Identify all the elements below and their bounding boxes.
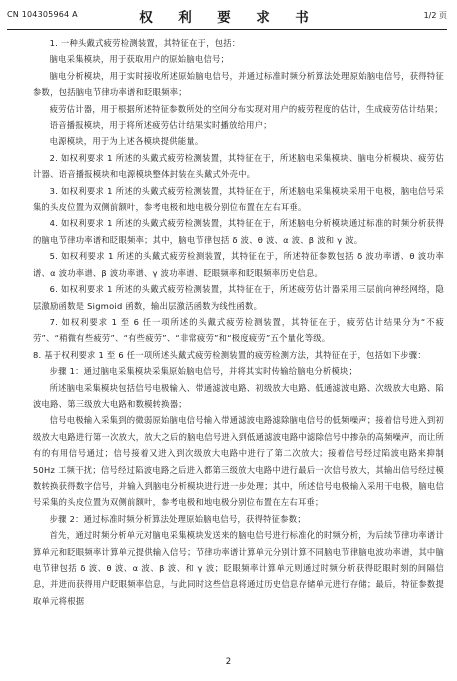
- document-title: 权 利 要 求 书: [139, 10, 315, 26]
- claim-paragraph: 2. 如权利要求 1 所述的头戴式疲劳检测装置，其特征在于，所述脑电采集模块、脑电分析模块、疲劳估计器、语音播报模块和电源模块整体封装在头戴式外壳中。: [33, 152, 444, 180]
- claim-paragraph: 疲劳估计器，用于根据所述特征参数所处的空间分布实现对用户的疲劳程度的估计，生成疲劳估计结果；: [49, 103, 443, 114]
- claim-paragraph: 步骤 2：通过标准时频分析算法处理原始脑电信号，获得特征参数；: [49, 513, 306, 524]
- claim-paragraph: 6. 如权利要求 1 所述的头戴式疲劳检测装置，其特征在于，所述疲劳估计器采用三层前向神经网络，隐层激励函数是 Sigmoid 函数，输出层激活函数为线性函数。: [33, 284, 444, 311]
- header-rule: [7, 29, 447, 30]
- claim-paragraph: 脑电采集模块，用于获取用户的原始脑电信号；: [49, 54, 230, 65]
- claim-paragraph: 1. 一种头戴式疲劳检测装置，其特征在于，包括：: [49, 38, 241, 48]
- claim-paragraph: 脑电分析模块，用于实时接收所述原始脑电信号，并通过标准时频分析算法处理原始脑电信号，获得特征参数，包括脑电节律功率谱和眨眼频率；: [33, 70, 444, 98]
- claim-paragraph: 电源模块，用于为上述各模块提供能量。: [49, 136, 204, 147]
- claims-body: [33, 35, 444, 609]
- claim-paragraph: 语音播报模块，用于将所述疲劳估计结果实时播放给用户；: [49, 120, 272, 131]
- claim-paragraph: 8. 基于权利要求 1 至 6 任一项所述头戴式疲劳检测装置的疲劳检测方法，其特征在于，包括如下步骤：: [33, 349, 426, 360]
- claim-paragraph: 5. 如权利要求 1 所述的头戴式疲劳检测装置，其特征在于，所述特征参数包括 δ 波功率谱、θ 波功率谱、α 波功率谱、β 波功率谱、γ 波功率谱、眨眼频率和眨眼频率历史信息。: [33, 251, 444, 278]
- claim-paragraph: 步骤 1：通过脑电采集模块采集原始脑电信号，并将其实时传输给脑电分析模块；: [49, 366, 358, 377]
- publication-number: CN 104305964 A: [7, 10, 78, 19]
- claim-paragraph: 7. 如权利要求 1 至 6 任一项所述的头戴式疲劳检测装置，其特征在于，疲劳估计结果分为“不疲劳”、“稍微有些疲劳”、“有些疲劳”、“非常疲劳”和“极度疲劳”五个量化等级。: [33, 316, 444, 344]
- claim-paragraph: 4. 如权利要求 1 所述的头戴式疲劳检测装置，其特征在于，所述脑电分析模块通过标准的时频分析获得的脑电节律功率谱和眨眼频率；其中，脑电节律包括 δ 波、θ 波、α 波、β 波和 γ 波。: [33, 218, 444, 245]
- claim-paragraph: 信号电极输入采集到的微弱原始脑电信号输入带通滤波电路滤除脑电信号的低频噪声；接着信号进入到初级放大电路进行第一次放大，放大之后的脑电信号进入到低通滤波电路中滤除信号中掺杂的高频噪声，而让所有的有用信号通过；信号接着又进入到次级放大电路中进行了第二次放大；接着信号经过陷波电路来抑制 50Hz 工频干扰；信号经过陷波电路之后进入都第三级放大电路中进行最后一次信号放大，其输出信号经过模数转换获得数字信号，并输入到脑电分析模块进行进一步处理；其中，所述信号电极输入采用干电极，脑电信号采集的头皮位置为双侧前额叶，参考电极和地电极分别位布置在左右耳垂；: [33, 415, 444, 508]
- page-header: [7, 6, 447, 28]
- page-indicator: 1/2 页: [423, 11, 447, 20]
- claim-paragraph: 首先，通过时频分析单元对脑电采集模块发送来的脑电信号进行标准化的时频分析，为后续节律功率谱计算单元和眨眼频率计算单元提供输入信号；节律功率谱计算单元分别计算不同脑电节律脑电波功率谱，其中脑电节律包括 δ 波、θ 波、α 波、β 波、和 γ 波；眨眼频率计算单元则通过时频分析获得眨眼时刻的间隔信息，并进而获得用户眨眼频率信息，与此同时这些信息将通过历史信息存储单元进行存储；最后，特征参数提取单元将根据: [33, 530, 444, 606]
- claim-paragraph: 所述脑电采集模块包括信号电极输入、带通滤波电路、初级放大电路、低通滤波电路、次级放大电路、陷波电路、第三级放大电路和数模转换器；: [33, 382, 444, 409]
- page-number: 2: [225, 657, 232, 667]
- claim-paragraph: 3. 如权利要求 1 所述的头戴式疲劳检测装置，其特征在于，所述脑电采集模块采用干电极，脑电信号采集的头皮位置为双侧前额叶，参考电极和地电极分别位布置在左右耳垂。: [33, 185, 444, 213]
